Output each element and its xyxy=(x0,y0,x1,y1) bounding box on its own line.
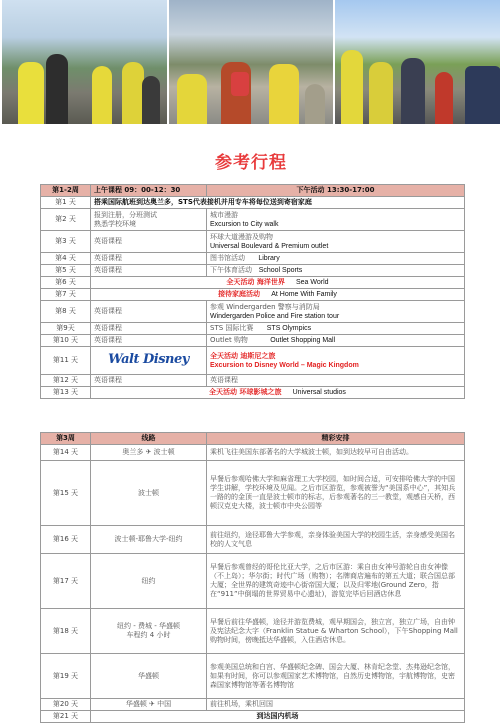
arrival-note: 搭乘国际航班到达奥兰多，STS代表接机并用专车将每位送到寄宿家庭 xyxy=(91,197,465,209)
morning-cell: 英语课程 xyxy=(91,375,207,387)
afternoon-cell xyxy=(207,323,465,335)
activity-cn: 全天活动 环球影城之旅 xyxy=(209,388,282,396)
full-day-activity xyxy=(91,277,465,289)
route-cell: 纽约 xyxy=(91,554,207,609)
day-cell: 第21 天 xyxy=(41,711,91,723)
activity-en: At Home With Family xyxy=(271,291,337,298)
table-row xyxy=(41,301,465,323)
day-cell: 第17 天 xyxy=(41,554,91,609)
activity-cell: 前往纽约，途径耶鲁大学参观，亲身体验美国大学的校园生活，亲身感受美国名校的人文气息 xyxy=(207,526,465,554)
afternoon-en: Library xyxy=(258,255,280,262)
table-row xyxy=(41,253,465,265)
morning-cell: 英语课程 xyxy=(91,253,207,265)
afternoon-cell xyxy=(207,335,465,347)
activity-cell: 早餐后参观哈佛大学和麻省理工大学校园，如时间合适，可安排哈佛大学的中国学生讲解，学校环境及见闻。之后市区游览，参观被誉为“美国系中心”，其知兵一路的的金顶一直是波士顿市的标志，后参观著名的三一教堂，观感自天桥，西顿汉克史大楼，波士顿市中央公园等 xyxy=(207,461,465,526)
day-cell: 第4 天 xyxy=(41,253,91,265)
day-cell: 第5 天 xyxy=(41,265,91,277)
afternoon-cell xyxy=(207,231,465,253)
day-cell: 第1 天 xyxy=(41,197,91,209)
day-cell: 第9天 xyxy=(41,323,91,335)
header-afternoon: 下午活动 13:30-17:00 xyxy=(207,185,465,197)
activity-cn: 全天活动 迪斯尼之旅 xyxy=(210,351,276,360)
table-row xyxy=(41,197,465,209)
route-cell xyxy=(91,609,207,654)
day-cell: 第10 天 xyxy=(41,335,91,347)
table-row xyxy=(41,323,465,335)
page-title: 参考行程 xyxy=(215,153,287,173)
day-cell: 第14 天 xyxy=(41,445,91,461)
disney-logo-text: Walt Disney xyxy=(108,352,189,367)
day-cell: 第15 天 xyxy=(41,461,91,526)
table-row xyxy=(41,347,465,375)
table-row xyxy=(41,277,465,289)
activity-cell: 乘机飞往美国东部著名的大学城波士顿，如到达较早可自由活动。 xyxy=(207,445,465,461)
header-morning: 上午课程 09：00-12：30 xyxy=(91,185,207,197)
photo-strip xyxy=(2,0,500,124)
day-cell: 第12 天 xyxy=(41,375,91,387)
afternoon-cell xyxy=(207,265,465,277)
activity-en: Excursion to Disney World – Magic Kingdom xyxy=(210,361,359,369)
route-cell: 华盛顿 ✈ 中国 xyxy=(91,699,207,711)
afternoon-cn: 图书馆活动 xyxy=(210,254,245,262)
afternoon-en: STS Olympics xyxy=(266,325,312,332)
header-week: 第3周 xyxy=(41,433,91,445)
table-row xyxy=(41,554,465,609)
afternoon-cn: STS 国际比赛 xyxy=(210,324,254,332)
route-cell: 波士顿 xyxy=(91,461,207,526)
table-header xyxy=(41,185,465,197)
photo-students-plaza xyxy=(169,0,334,124)
header-route: 线路 xyxy=(91,433,207,445)
afternoon-cn: Outlet 购物 xyxy=(210,336,248,344)
activity-cell: 早餐后参观曾经的哥伦比亚大学，之后市区游：乘自由女神号游轮自由女神像（不上岛）；华尔街；时代广场（购物）；名牌商店遍布的第五大道；联合国总部大厦；全世界的建筑奇迹中心街帝国大厦；以及归零地(Ground Zero，指在“911”中倒塌的世界贸易中心遗址)，游览完毕后回酒店休息 xyxy=(207,554,465,609)
morning-cell: 英语课程 xyxy=(91,335,207,347)
photo-students-street xyxy=(2,0,167,124)
afternoon-cn: 下午体育活动 xyxy=(210,266,252,274)
activity-cell: 早餐后前往华盛顿，途径并游览费城，观早期国会，独立宫，独立广场，自由钟及宪法纪念大字（Franklin Statue & Wharton School），下午Shopping Mall购物时间，傍晚抵达华盛顿，入住酒店休息。 xyxy=(207,609,465,654)
activity-cell: 参观美国总统和白宫、华盛顿纪念碑、国会大厦、林肯纪念堂、杰弗逊纪念馆，如果有时间，你可以参观国家艺术博物馆，自然历史博物馆，宇航博物馆，史密森国家博物馆等著名博物馆 xyxy=(207,654,465,699)
day-cell: 第16 天 xyxy=(41,526,91,554)
afternoon-cn: 环球大道漫游及购物 xyxy=(210,232,273,241)
day-cell: 第13 天 xyxy=(41,387,91,399)
afternoon-en: Windergarden Police and Fire station tour xyxy=(210,312,340,320)
morning-cell: 报到注册，分班测试 熟悉学校环境 xyxy=(91,209,207,231)
morning-cell: 英语课程 xyxy=(91,231,207,253)
afternoon-en: School Sports xyxy=(258,267,303,274)
day-cell: 第20 天 xyxy=(41,699,91,711)
afternoon-en: Excursion to City walk xyxy=(210,220,279,228)
activity-cell: 前往机场，乘机回国 xyxy=(207,699,465,711)
afternoon-cell xyxy=(207,347,465,375)
day-cell: 第18 天 xyxy=(41,609,91,654)
morning-cell: 英语课程 xyxy=(91,323,207,335)
day-cell: 第2 天 xyxy=(41,209,91,231)
table-row xyxy=(41,375,465,387)
header-day: 第1-2周 xyxy=(41,185,91,197)
route-cell: 奥兰多 ✈ 波士顿 xyxy=(91,445,207,461)
table-row xyxy=(41,231,465,253)
morning-cell: 英语课程 xyxy=(91,265,207,277)
table-row xyxy=(41,445,465,461)
day-cell: 第7 天 xyxy=(41,289,91,301)
table-row xyxy=(41,335,465,347)
full-day-activity xyxy=(91,289,465,301)
table-header xyxy=(41,433,465,445)
table-row xyxy=(41,654,465,699)
afternoon-cell xyxy=(207,253,465,265)
arrival-note: 到达国内机场 xyxy=(91,711,465,723)
afternoon-cn: 参观 Windergarden 警察与消防局 xyxy=(210,302,320,311)
route-line-2: 车程约 4 小时 xyxy=(126,631,171,639)
afternoon-en: Outlet Shopping Mall xyxy=(270,337,336,344)
table-row xyxy=(41,699,465,711)
table-row xyxy=(41,526,465,554)
afternoon-cell: 英语课程 xyxy=(207,375,465,387)
table-row xyxy=(41,265,465,277)
activity-en: Sea World xyxy=(296,279,329,286)
afternoon-cell xyxy=(207,209,465,231)
photo-students-bus xyxy=(335,0,500,124)
activity-cn: 全天活动 海洋世界 xyxy=(226,278,285,286)
afternoon-en: Universal Boulevard & Premium outlet xyxy=(210,242,329,250)
header-activity: 精彩安排 xyxy=(207,433,465,445)
table-row xyxy=(41,387,465,399)
day-cell: 第8 天 xyxy=(41,301,91,323)
day-cell: 第19 天 xyxy=(41,654,91,699)
route-cell: 华盛顿 xyxy=(91,654,207,699)
morning-cell: 英语课程 xyxy=(91,301,207,323)
route-cell: 波士顿-耶鲁大学-纽约 xyxy=(91,526,207,554)
table-row xyxy=(41,609,465,654)
day-cell: 第3 天 xyxy=(41,231,91,253)
route-line-1: 纽约 - 费城 - 华盛顿 xyxy=(117,622,180,630)
walt-disney-logo xyxy=(91,347,207,375)
full-day-activity xyxy=(91,387,465,399)
itinerary-table-weeks-1-2 xyxy=(40,184,465,399)
activity-en: Universal studios xyxy=(292,389,346,396)
table-row xyxy=(41,461,465,526)
itinerary-table-week-3 xyxy=(40,432,465,723)
table-row xyxy=(41,289,465,301)
table-row xyxy=(41,209,465,231)
afternoon-cn: 城市漫游 xyxy=(210,210,238,219)
table-row xyxy=(41,711,465,723)
afternoon-cell xyxy=(207,301,465,323)
activity-cn: 接待家庭活动 xyxy=(218,290,261,298)
day-cell: 第6 天 xyxy=(41,277,91,289)
day-cell: 第11 天 xyxy=(41,347,91,375)
